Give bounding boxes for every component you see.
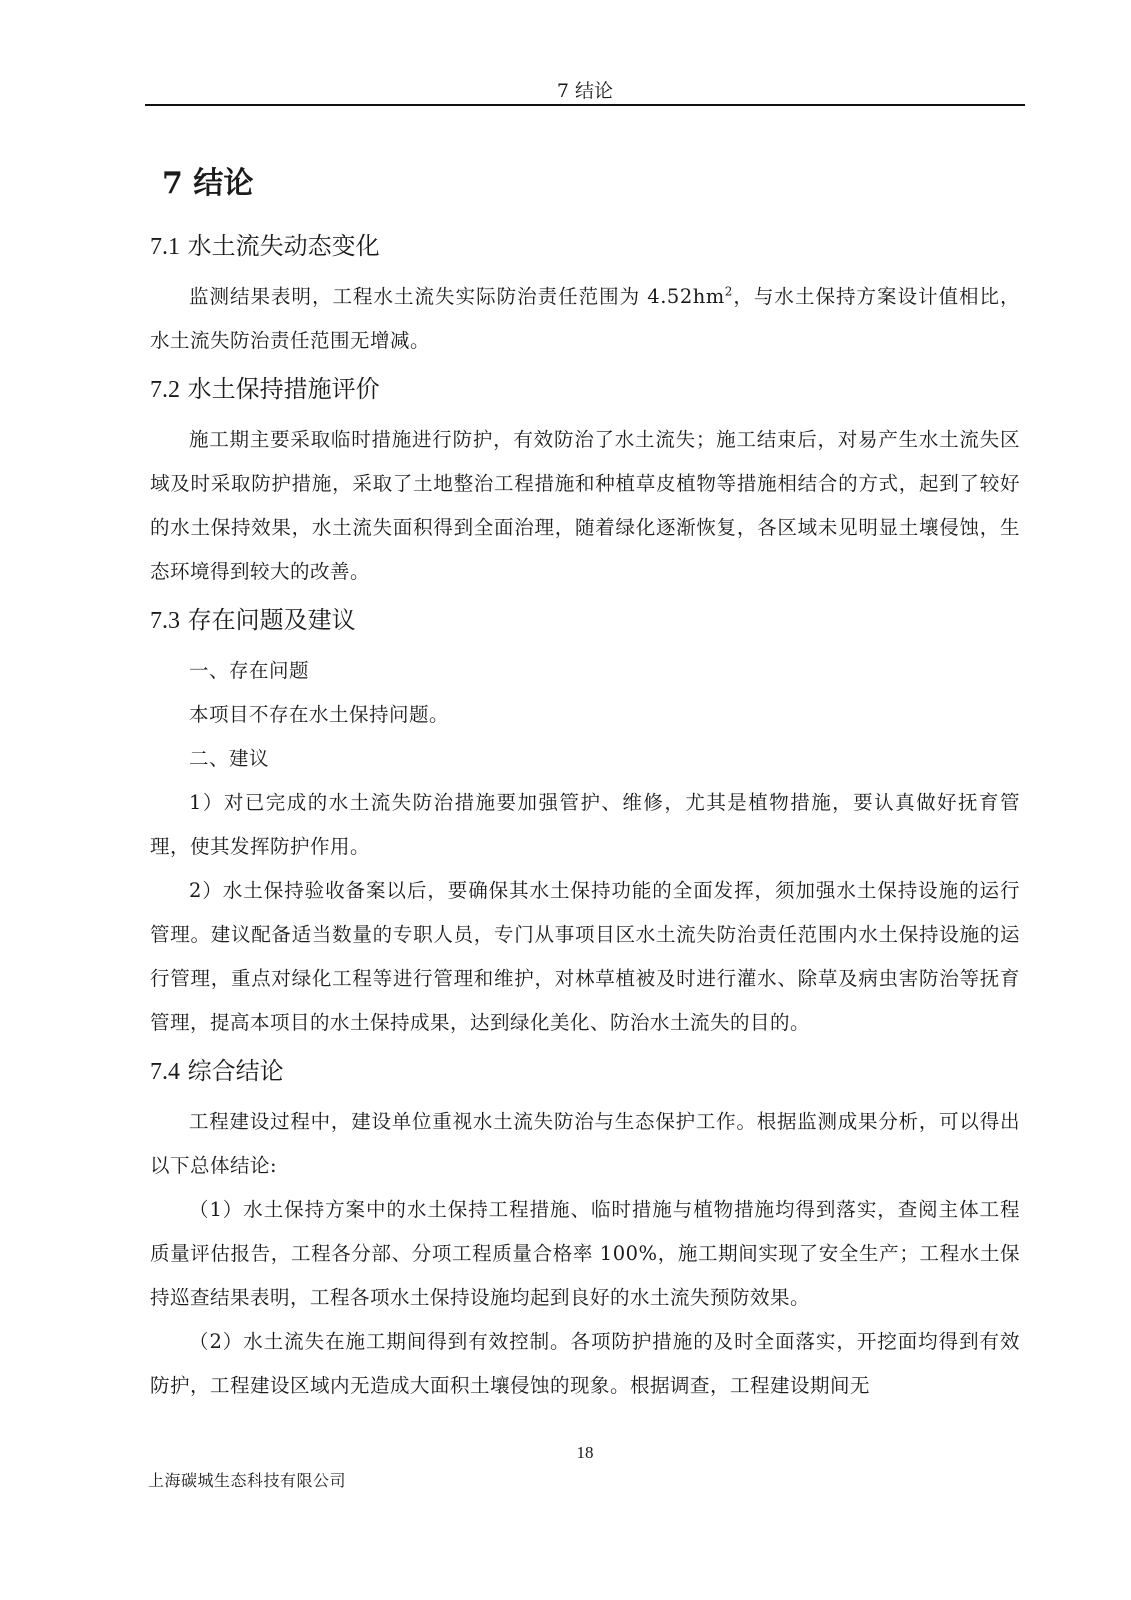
paragraph: 施工期主要采取临时措施进行防护，有效防治了水土流失；施工结束后，对易产生水土流失区域及时采取防护措施，采取了土地整治工程措施和种植草皮植物等措施相结合的方式，起到了较好的水土保持效果，水土流失面积得到全面治理，随着绿化逐渐恢复，各区域未见明显土壤侵蚀，生态环境得到较大的改善。	[150, 428, 1020, 583]
page-number: 18	[576, 1443, 594, 1462]
section-title: 综合结论	[187, 1057, 284, 1085]
header-divider	[145, 104, 1025, 106]
paragraph: 本项目不存在水土保持问题。	[189, 703, 450, 726]
section-number: 7.4	[150, 1059, 180, 1085]
section-number: 7.3	[150, 608, 180, 634]
section-number: 7.2	[150, 377, 180, 403]
section-heading-7-1	[150, 222, 1020, 271]
superscript: 2	[724, 284, 733, 299]
paragraph	[150, 275, 1020, 363]
section-number: 7.1	[150, 234, 180, 260]
section-heading-7-4	[150, 1047, 1020, 1096]
section-title: 存在问题及建议	[187, 606, 356, 634]
subheading: 一、存在问题	[189, 659, 310, 682]
subheading: 二、建议	[189, 747, 270, 770]
section-title: 水土保持措施评价	[187, 375, 380, 403]
document-body	[150, 160, 1020, 1408]
paragraph: 工程建设过程中，建设单位重视水土流失防治与生态保护工作。根据监测成果分析，可以得出以下总体结论:	[150, 1110, 1020, 1177]
page-header: 7 结论	[556, 80, 614, 102]
chapter-title: 7 结论	[162, 166, 254, 201]
section-heading-7-2	[150, 365, 1020, 414]
paragraph-text: 监测结果表明，工程水土流失实际防治责任范围为 4.52hm	[189, 285, 725, 308]
company-name: 上海碳城生态科技有限公司	[148, 1471, 347, 1490]
list-item: 1）对已完成的水土流失防治措施要加强管护、维修，尤其是植物措施，要认真做好抚育管理，使其发挥防护作用。	[150, 791, 1020, 858]
list-item: （1）水土保持方案中的水土保持工程措施、临时措施与植物措施均得到落实，查阅主体工程质量评估报告，工程各分部、分项工程质量合格率 100%，施工期间实现了安全生产；工程水土保持巡查结果表明，工程各项水土保持设施均起到良好的水土流失预防效果。	[150, 1198, 1020, 1309]
section-heading-7-3	[150, 596, 1020, 645]
section-title: 水土流失动态变化	[187, 232, 380, 260]
paragraph-text: ，与水土保持方案设计值相比，水土流失防治责任范围无增减。	[150, 285, 1020, 352]
list-item: （2）水土流失在施工期间得到有效控制。各项防护措施的及时全面落实，开挖面均得到有效防护，工程建设区域内无造成大面积土壤侵蚀的现象。根据调查，工程建设期间无	[150, 1330, 1020, 1397]
list-item: 2）水土保持验收备案以后，要确保其水土保持功能的全面发挥，须加强水土保持设施的运行管理。建议配备适当数量的专职人员，专门从事项目区水土流失防治责任范围内水土保持设施的运行管理，重点对绿化工程等进行管理和维护，对林草植被及时进行灌水、除草及病虫害防治等抚育管理，提高本项目的水土保持成果，达到绿化美化、防治水土流失的目的。	[150, 879, 1020, 1034]
